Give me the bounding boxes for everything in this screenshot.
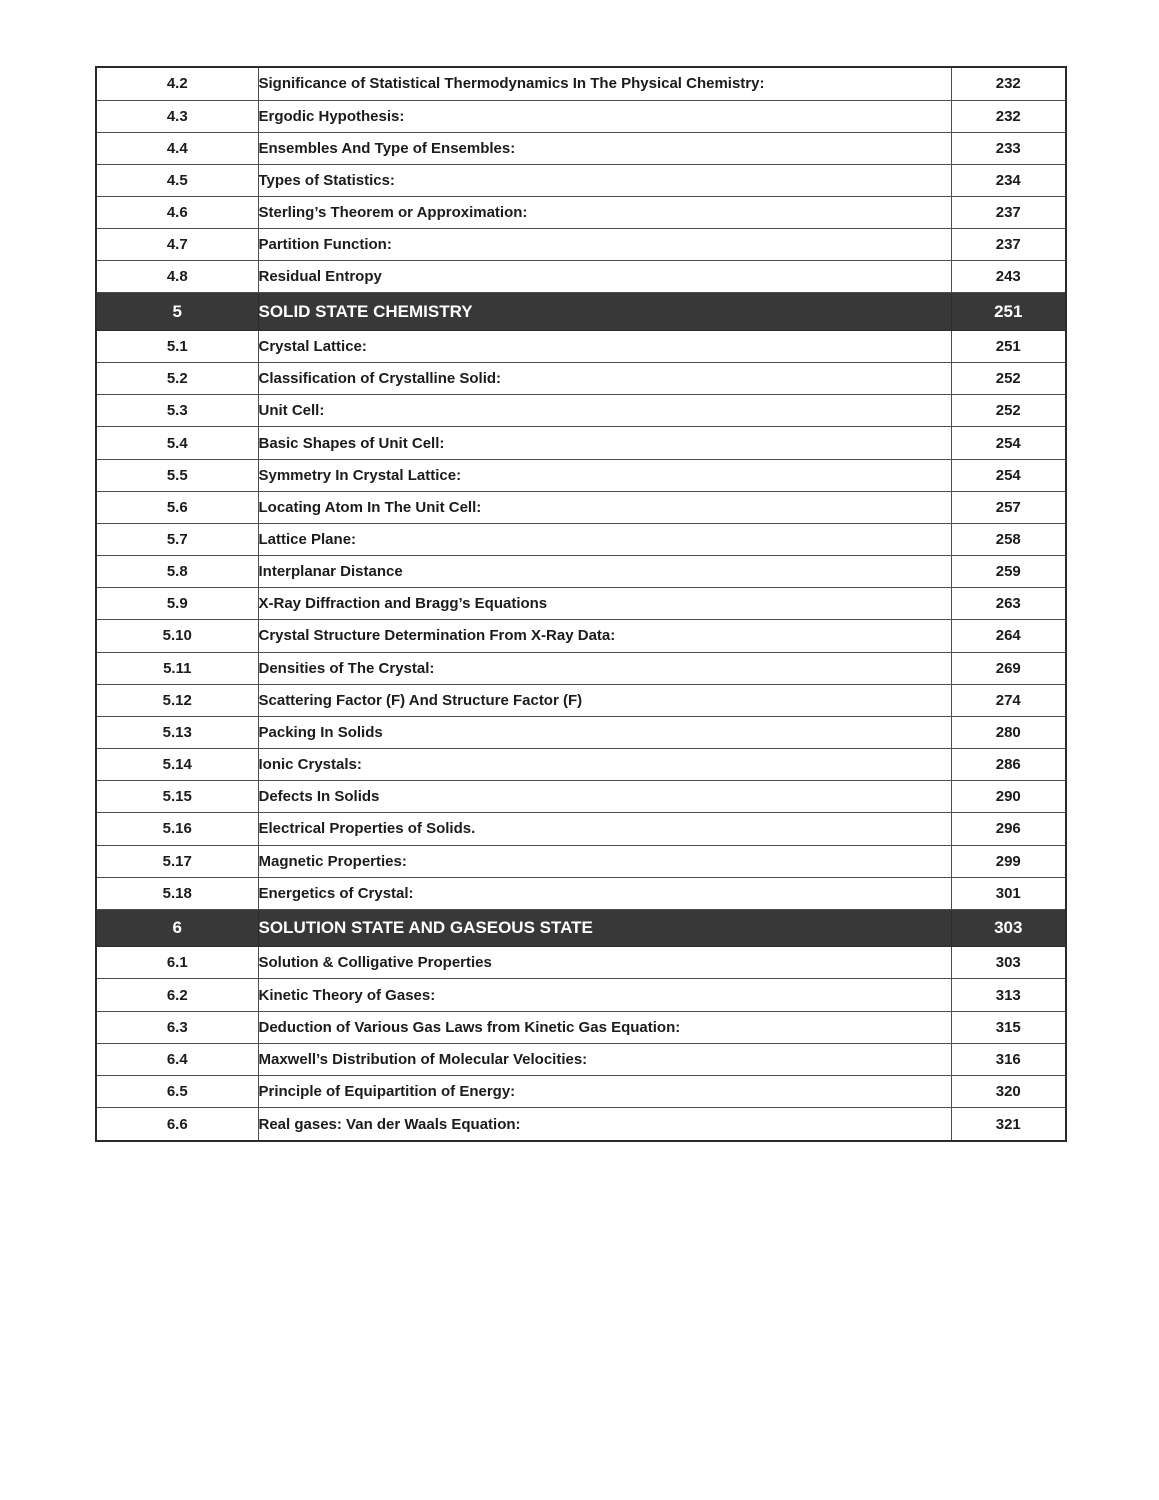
toc-entry-title: Sterling’s Theorem or Approximation: — [258, 197, 951, 229]
toc-entry-page: 237 — [951, 197, 1066, 229]
toc-entry-number: 6.4 — [96, 1043, 258, 1075]
toc-entry-number: 5.14 — [96, 749, 258, 781]
toc-entry-number: 6.6 — [96, 1108, 258, 1141]
toc-item-row — [96, 620, 1066, 652]
toc-entry-number: 4.2 — [96, 67, 258, 100]
toc-entry-page: 296 — [951, 813, 1066, 845]
toc-entry-number: 5.8 — [96, 556, 258, 588]
toc-entry-title: Densities of The Crystal: — [258, 652, 951, 684]
toc-entry-page: 299 — [951, 845, 1066, 877]
toc-entry-title: Residual Entropy — [258, 261, 951, 293]
toc-entry-page: 301 — [951, 877, 1066, 909]
toc-entry-title: X-Ray Diffraction and Bragg’s Equations — [258, 588, 951, 620]
toc-entry-page: 263 — [951, 588, 1066, 620]
toc-entry-title: Unit Cell: — [258, 395, 951, 427]
toc-entry-number: 5.11 — [96, 652, 258, 684]
toc-section-row — [96, 293, 1066, 331]
toc-entry-title: Basic Shapes of Unit Cell: — [258, 427, 951, 459]
toc-entry-page: 234 — [951, 164, 1066, 196]
toc-entry-page: 316 — [951, 1043, 1066, 1075]
toc-entry-number: 6.5 — [96, 1075, 258, 1107]
toc-item-row — [96, 523, 1066, 555]
toc-entry-number: 5.6 — [96, 491, 258, 523]
toc-entry-page: 315 — [951, 1011, 1066, 1043]
toc-entry-number: 5.1 — [96, 331, 258, 363]
toc-entry-number: 5.4 — [96, 427, 258, 459]
toc-entry-number: 6.2 — [96, 979, 258, 1011]
toc-item-row — [96, 947, 1066, 979]
toc-entry-page: 321 — [951, 1108, 1066, 1141]
toc-entry-title: Kinetic Theory of Gases: — [258, 979, 951, 1011]
toc-entry-title: SOLUTION STATE AND GASEOUS STATE — [258, 909, 951, 947]
toc-item-row — [96, 1011, 1066, 1043]
toc-entry-title: Scattering Factor (F) And Structure Factor (F) — [258, 684, 951, 716]
toc-entry-number: 4.7 — [96, 229, 258, 261]
toc-entry-title: Types of Statistics: — [258, 164, 951, 196]
toc-entry-number: 4.6 — [96, 197, 258, 229]
toc-entry-title: Interplanar Distance — [258, 556, 951, 588]
toc-entry-title: Maxwell’s Distribution of Molecular Velocities: — [258, 1043, 951, 1075]
toc-entry-page: 254 — [951, 427, 1066, 459]
toc-entry-number: 5.17 — [96, 845, 258, 877]
toc-entry-page: 269 — [951, 652, 1066, 684]
toc-entry-title: Crystal Lattice: — [258, 331, 951, 363]
toc-item-row — [96, 813, 1066, 845]
toc-item-row — [96, 491, 1066, 523]
toc-entry-number: 5.16 — [96, 813, 258, 845]
toc-entry-title: Packing In Solids — [258, 716, 951, 748]
toc-entry-number: 4.3 — [96, 100, 258, 132]
toc-item-row — [96, 331, 1066, 363]
toc-section-row — [96, 909, 1066, 947]
toc-item-row — [96, 1108, 1066, 1141]
toc-item-row — [96, 100, 1066, 132]
toc-entry-page: 252 — [951, 363, 1066, 395]
toc-item-row — [96, 781, 1066, 813]
toc-entry-number: 4.8 — [96, 261, 258, 293]
toc-entry-title: Partition Function: — [258, 229, 951, 261]
toc-item-row — [96, 716, 1066, 748]
toc-item-row — [96, 1043, 1066, 1075]
toc-entry-page: 320 — [951, 1075, 1066, 1107]
toc-item-row — [96, 556, 1066, 588]
toc-entry-page: 303 — [951, 909, 1066, 947]
toc-entry-title: Deduction of Various Gas Laws from Kinetic Gas Equation: — [258, 1011, 951, 1043]
toc-entry-number: 6.3 — [96, 1011, 258, 1043]
toc-entry-page: 232 — [951, 100, 1066, 132]
toc-entry-page: 280 — [951, 716, 1066, 748]
toc-item-row — [96, 229, 1066, 261]
toc-entry-page: 254 — [951, 459, 1066, 491]
toc-entry-page: 258 — [951, 523, 1066, 555]
toc-entry-title: Ionic Crystals: — [258, 749, 951, 781]
toc-item-row — [96, 588, 1066, 620]
toc-entry-title: Solution & Colligative Properties — [258, 947, 951, 979]
toc-entry-page: 251 — [951, 293, 1066, 331]
toc-entry-title: Ergodic Hypothesis: — [258, 100, 951, 132]
toc-item-row — [96, 749, 1066, 781]
toc-entry-number: 6 — [96, 909, 258, 947]
toc-item-row — [96, 67, 1066, 100]
toc-entry-page: 313 — [951, 979, 1066, 1011]
toc-entry-page: 237 — [951, 229, 1066, 261]
toc-item-row — [96, 979, 1066, 1011]
toc-entry-page: 233 — [951, 132, 1066, 164]
toc-item-row — [96, 132, 1066, 164]
toc-item-row — [96, 459, 1066, 491]
toc-table — [95, 66, 1067, 1142]
toc-entry-number: 5.15 — [96, 781, 258, 813]
toc-entry-number: 5.12 — [96, 684, 258, 716]
toc-entry-title: Energetics of Crystal: — [258, 877, 951, 909]
toc-entry-page: 251 — [951, 331, 1066, 363]
toc-entry-title: Electrical Properties of Solids. — [258, 813, 951, 845]
toc-entry-title: Lattice Plane: — [258, 523, 951, 555]
toc-item-row — [96, 684, 1066, 716]
toc-entry-title: Magnetic Properties: — [258, 845, 951, 877]
toc-entry-title: Ensembles And Type of Ensembles: — [258, 132, 951, 164]
toc-entry-title: SOLID STATE CHEMISTRY — [258, 293, 951, 331]
toc-item-row — [96, 197, 1066, 229]
toc-entry-page: 290 — [951, 781, 1066, 813]
toc-entry-page: 264 — [951, 620, 1066, 652]
toc-entry-page: 257 — [951, 491, 1066, 523]
toc-entry-number: 6.1 — [96, 947, 258, 979]
toc-entry-page: 259 — [951, 556, 1066, 588]
toc-entry-title: Locating Atom In The Unit Cell: — [258, 491, 951, 523]
toc-entry-page: 286 — [951, 749, 1066, 781]
toc-entry-number: 5.7 — [96, 523, 258, 555]
toc-entry-page: 232 — [951, 67, 1066, 100]
toc-entry-number: 5.5 — [96, 459, 258, 491]
toc-entry-page: 243 — [951, 261, 1066, 293]
toc-entry-number: 5.2 — [96, 363, 258, 395]
toc-entry-page: 274 — [951, 684, 1066, 716]
toc-item-row — [96, 395, 1066, 427]
toc-item-row — [96, 1075, 1066, 1107]
toc-item-row — [96, 164, 1066, 196]
toc-entry-title: Symmetry In Crystal Lattice: — [258, 459, 951, 491]
toc-entry-title: Principle of Equipartition of Energy: — [258, 1075, 951, 1107]
toc-item-row — [96, 877, 1066, 909]
toc-entry-number: 5.10 — [96, 620, 258, 652]
toc-entry-number: 5 — [96, 293, 258, 331]
toc-entry-number: 4.4 — [96, 132, 258, 164]
toc-entry-title: Crystal Structure Determination From X-Ray Data: — [258, 620, 951, 652]
toc-item-row — [96, 845, 1066, 877]
toc-entry-title: Significance of Statistical Thermodynamics In The Physical Chemistry: — [258, 67, 951, 100]
toc-entry-number: 5.18 — [96, 877, 258, 909]
toc-entry-page: 303 — [951, 947, 1066, 979]
toc-item-row — [96, 261, 1066, 293]
toc-entry-page: 252 — [951, 395, 1066, 427]
toc-item-row — [96, 427, 1066, 459]
toc-entry-number: 5.9 — [96, 588, 258, 620]
toc-item-row — [96, 363, 1066, 395]
toc-entry-number: 5.3 — [96, 395, 258, 427]
toc-entry-number: 4.5 — [96, 164, 258, 196]
toc-entry-number: 5.13 — [96, 716, 258, 748]
toc-item-row — [96, 652, 1066, 684]
toc-entry-title: Classification of Crystalline Solid: — [258, 363, 951, 395]
toc-body — [96, 67, 1066, 1141]
toc-entry-title: Real gases: Van der Waals Equation: — [258, 1108, 951, 1141]
toc-entry-title: Defects In Solids — [258, 781, 951, 813]
